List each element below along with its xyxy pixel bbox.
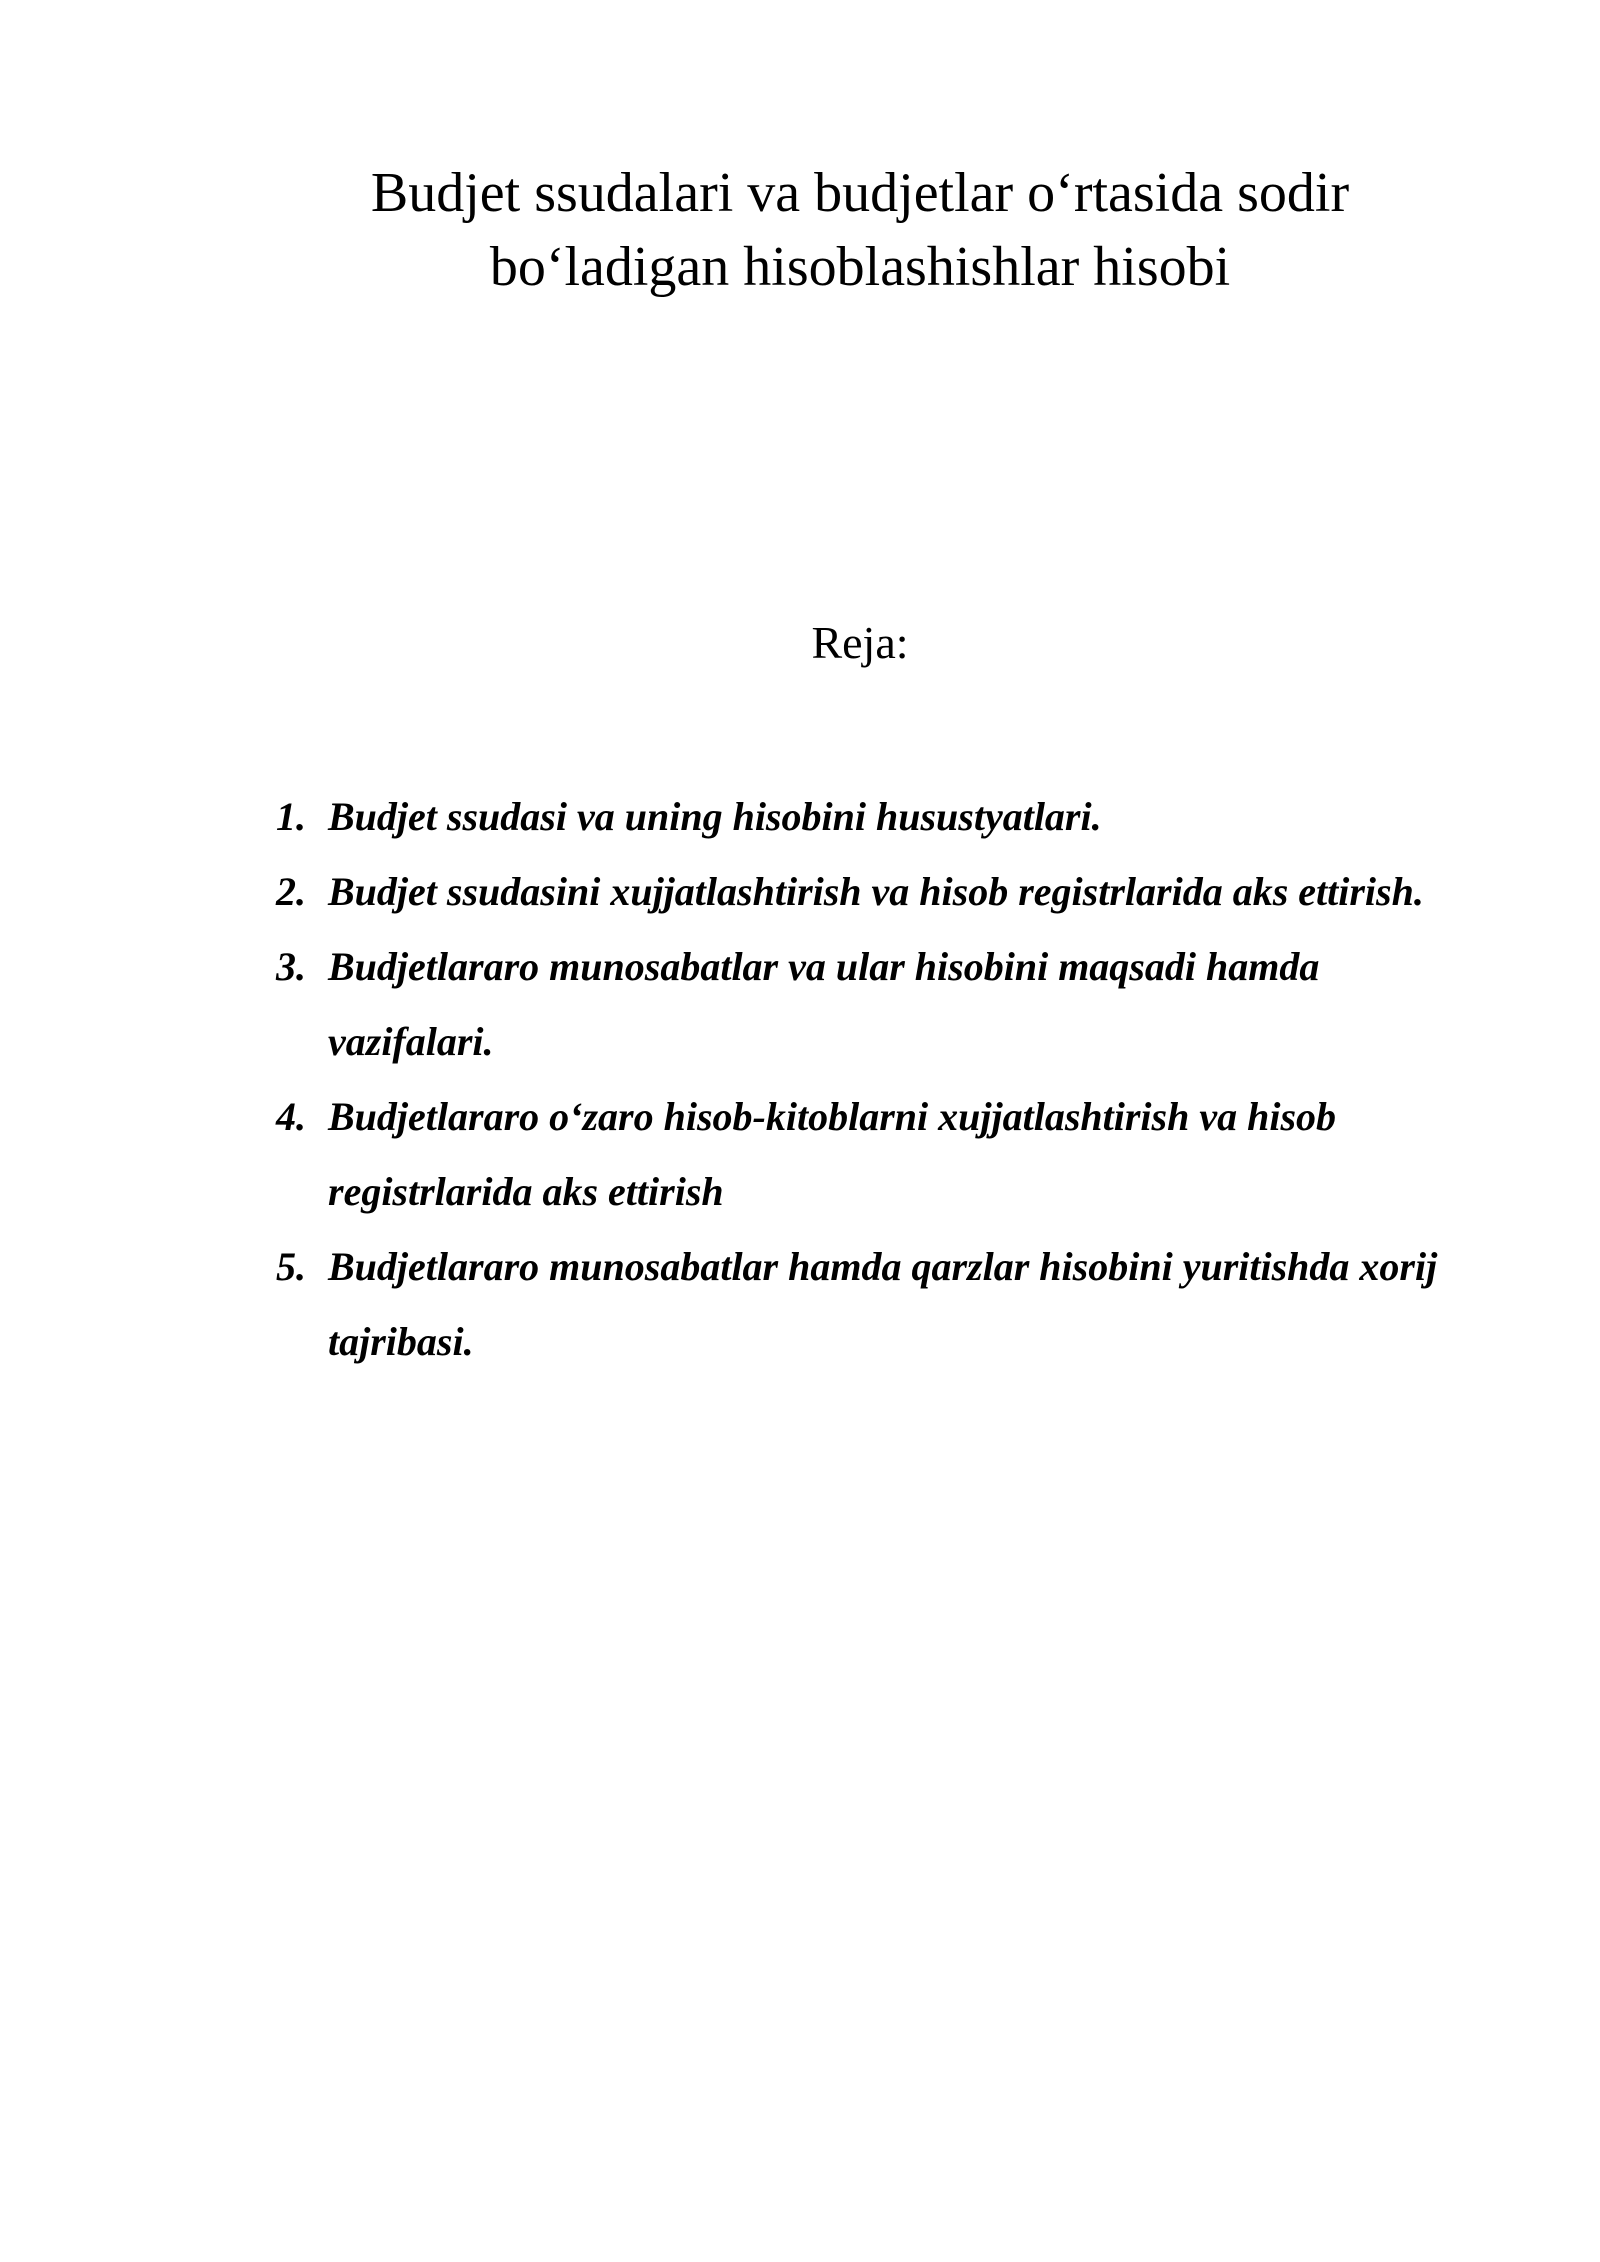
list-item-text: Budjet ssudasi va uning hisobini husustyatlari. — [328, 794, 1102, 839]
list-item-text: Budjet ssudasini xujjatlashtirish va hisob registrlarida aks ettirish. — [328, 869, 1424, 914]
list-item-number: 3. — [276, 944, 306, 989]
list-item — [276, 854, 1456, 929]
list-item-number: 1. — [276, 794, 306, 839]
page-title — [300, 156, 1420, 304]
plan-list — [276, 779, 1456, 1379]
list-item — [276, 929, 1456, 1079]
title-line-2: bo‘ladigan hisoblashishlar hisobi — [489, 236, 1231, 298]
list-item — [276, 1229, 1456, 1379]
list-item-number: 4. — [276, 1094, 306, 1139]
plan-heading: Reja: — [811, 617, 909, 668]
list-item-number: 5. — [276, 1244, 306, 1289]
list-item-text: Budjetlararo munosabatlar va ular hisobini maqsadi hamda vazifalari. — [328, 944, 1320, 1064]
list-item-text: Budjetlararo o‘zaro hisob-kitoblarni xujjatlashtirish va hisob registrlarida aks ettirish — [328, 1094, 1337, 1214]
list-item-number: 2. — [276, 869, 306, 914]
list-item-text: Budjetlararo munosabatlar hamda qarzlar hisobini yuritishda xorij tajribasi. — [328, 1244, 1438, 1364]
list-item — [276, 779, 1456, 854]
title-line-1: Budjet ssudalari va budjetlar o‘rtasida sodir — [370, 162, 1350, 224]
list-item — [276, 1079, 1456, 1229]
